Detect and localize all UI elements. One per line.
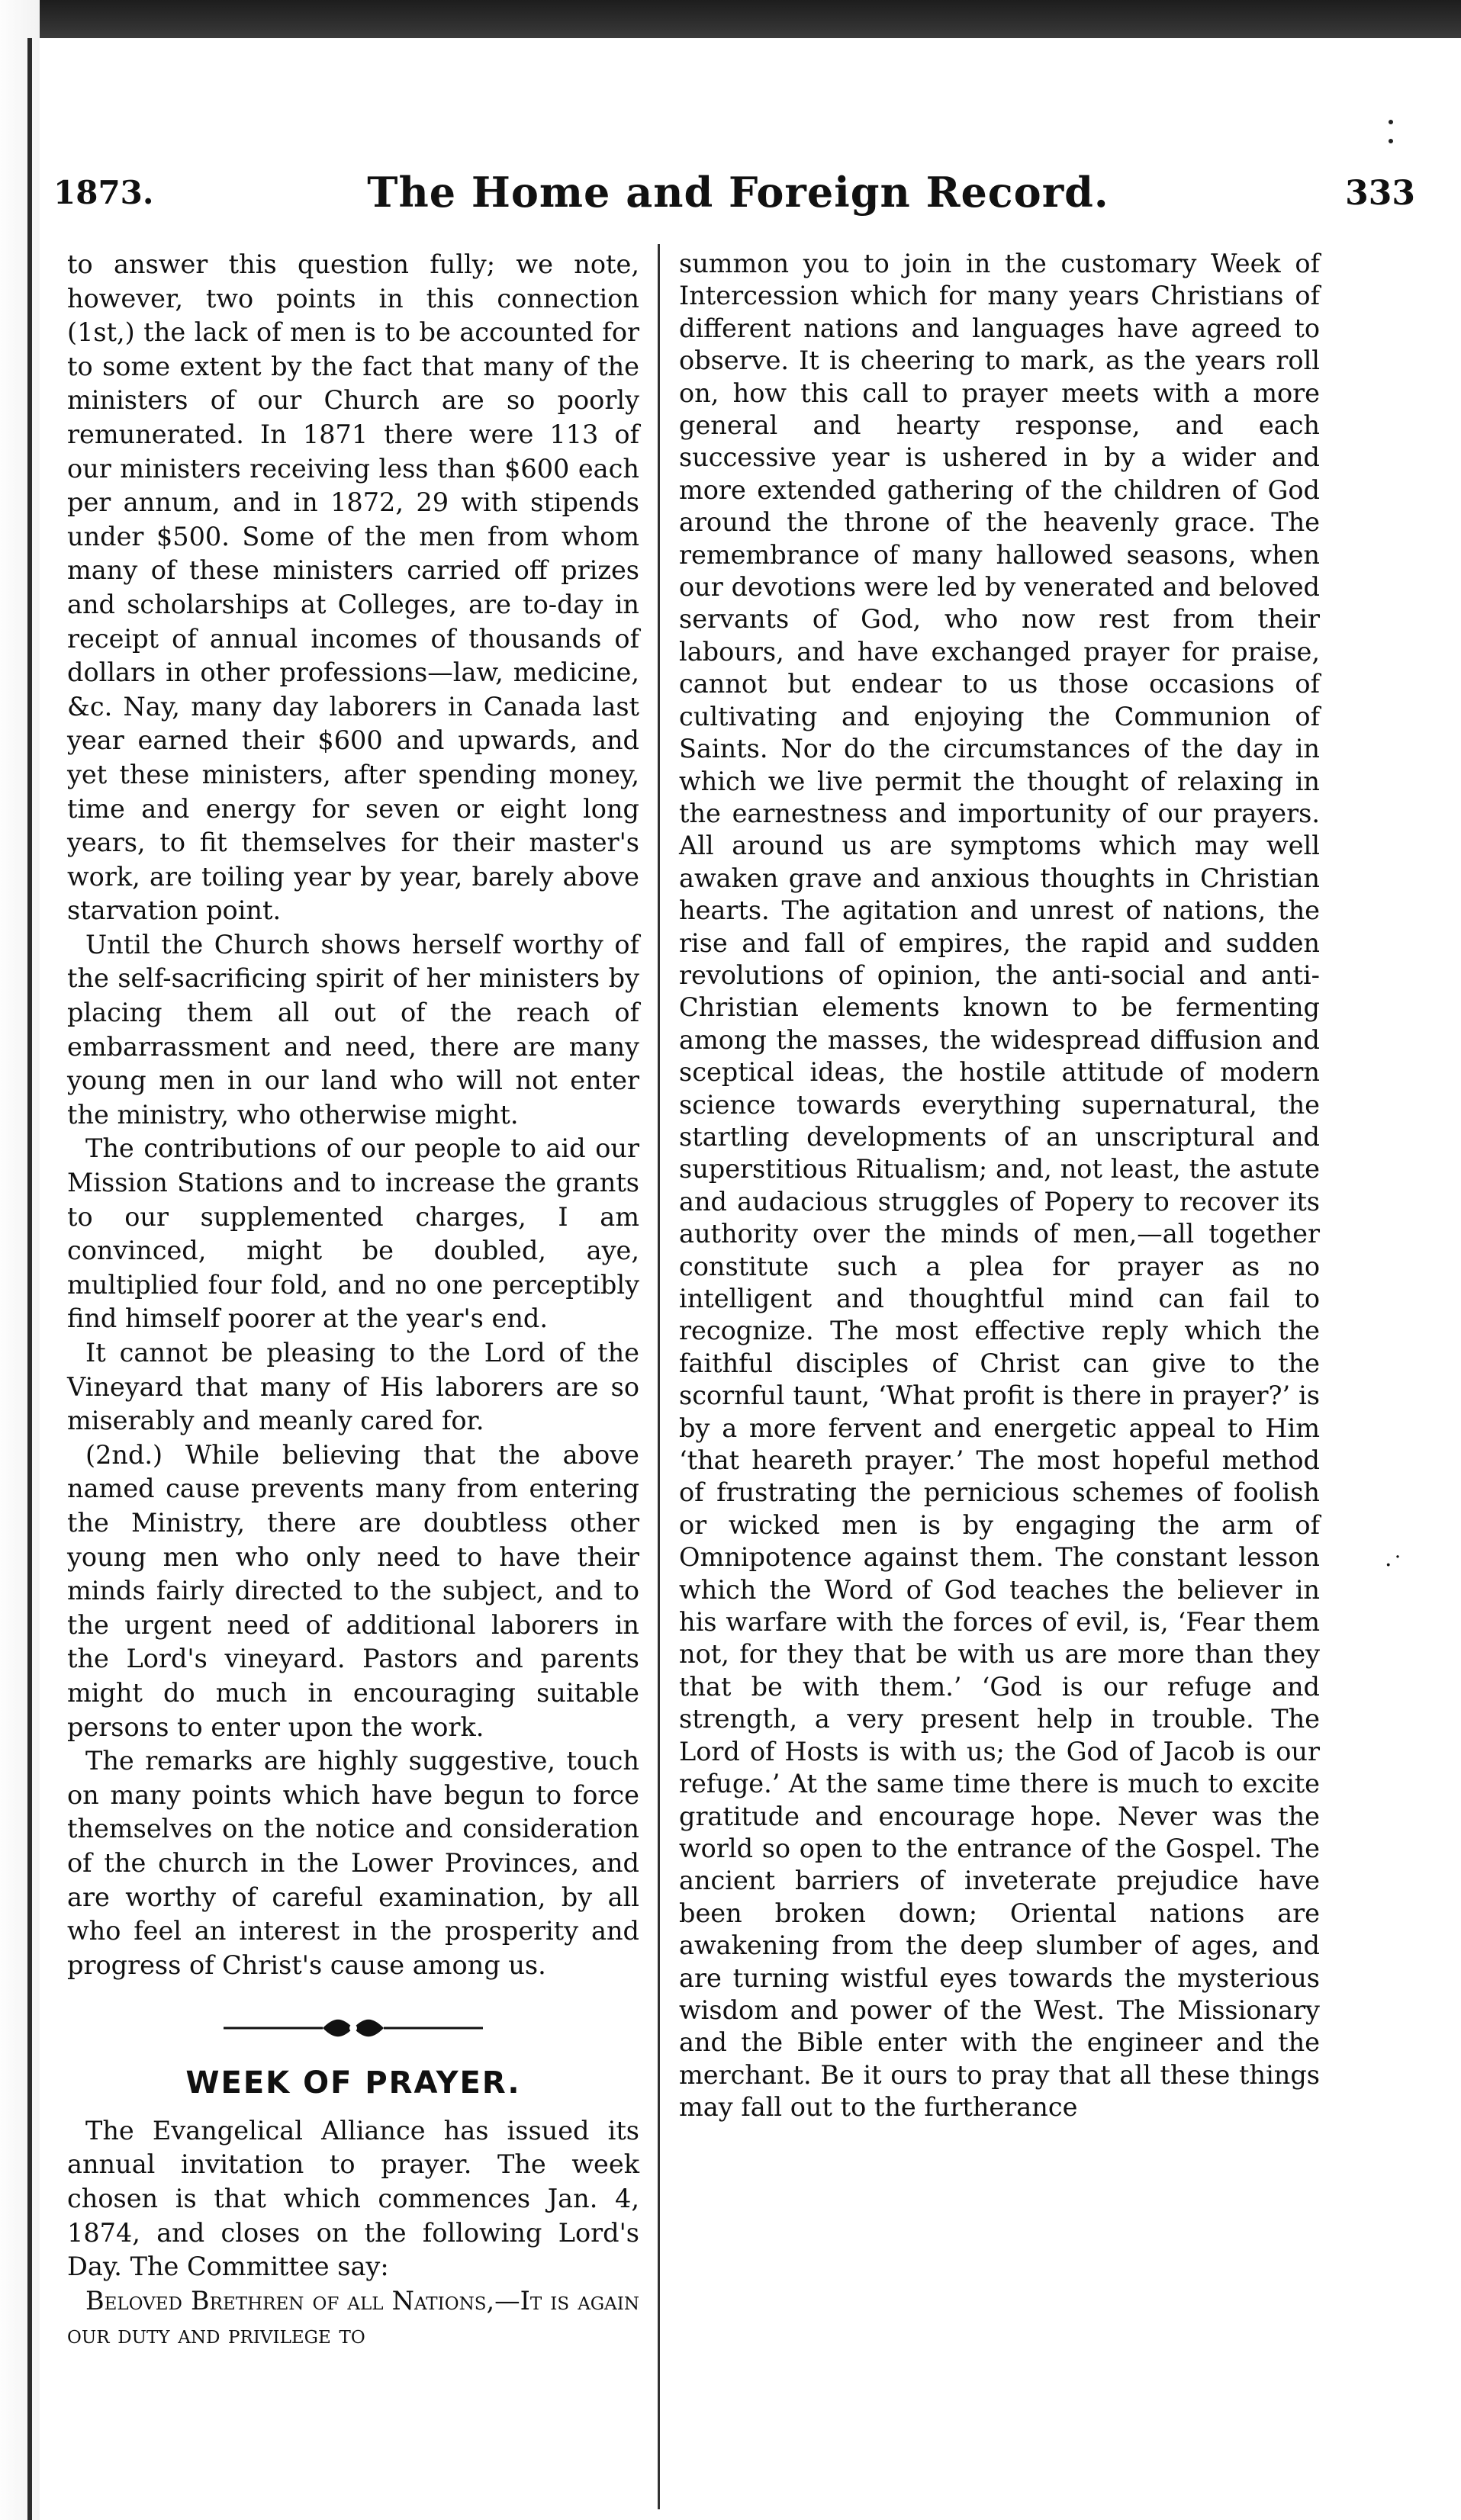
scan-left-margin <box>0 0 40 2520</box>
masthead-title: The Home and Foreign Record. <box>367 168 1109 217</box>
ornament-divider <box>216 2013 491 2043</box>
paragraph: summon you to join in the customary Week of Intercession which for many years Christians of different nations and languages have agreed to observe. It is cheering to mark, as the years roll on, how this call to prayer meets with a more general and hearty response, and each successive year is ushered in by a wider and more extended gathering of the children of God around the throne of the heavenly grace. The remembrance of many hallowed seasons, when our devotions were led by venerated and beloved servants of God, who now rest from their labours, and have exchanged prayer for praise, cannot but endear to us those occasions of cultivating and enjoying the Communion of Saints. Nor do the circumstances of the day in which we live permit the thought of relaxing in the earnestness and importunity of our prayers. All around us are symptoms which may well awaken grave and anxious thoughts in Christian hearts. The agitation and unrest of nations, the rise and fall of empires, the rapid and sudden revolutions of opinion, the anti-social and anti-Christian elements known to be fermenting among the masses, the widespread diffusion and sceptical ideas, the hostile attitude of modern science towards everything supernatural, the startling developments of an unscriptural and superstitious Ritualism; and, not least, the astute and audacious struggles of Popery to recover its authority over the minds of men,—all together constitute such a plea for prayer as no intelligent and thoughtful mind can fail to recognize. The most effective reply which the faithful disciples of Christ can give to the scornful taunt, ‘What profit is there in prayer?’ is by a more fervent and energetic appeal to Him ‘that heareth prayer.’ The most hopeful method of frustrating the pernicious schemes of foolish or wicked men is by engaging the arm of Omnipotence against them. The constant lesson which the Word of God teaches the believer in his warfare with the forces of evil, is, ‘Fear them not, for they that be with us are more than they that be with them.’ ‘God is our refuge and strength, a very present help in trouble. The Lord of Hosts is with us; the God of Jacob is our refuge.’ At the same time there is much to excite gratitude and encourage hope. Never was the world so open to the entrance of the Gospel. The ancient barriers of inveterate prejudice have been broken down; Oriental nations are awakening from the deep slumber of ages, and are turning wistful eyes towards the mysterious wisdom and power of the West. The Missionary and the Bible enter with the engineer and the merchant. Be it ours to pray that all these things may fall out to the furtherance <box>679 249 1320 2123</box>
paragraph: to answer this question fully; we note, however, two points in this connection (1st,) the lack of men is to be accounted for to some extent by the fact that many of the ministers of our Church are so poorly remunerated. In 1871 there were 113 of our ministers receiving less than $600 each per annum, and in 1872, 29 with stipends under $500. Some of the men from whom many of these ministers carried off prizes and scholarships at Colleges, are to-day in receipt of annual incomes of thousands of dollars in other professions—law, medicine, &c. Nay, many day laborers in Canada last year earned their $600 and upwards, and yet these ministers, after spending money, time and energy for seven or eight long years, to fit themselves for their master's work, are toiling year by year, barely above starvation point. <box>67 249 639 926</box>
paragraph: It cannot be pleasing to the Lord of the Vineyard that many of His laborers are so miserably and meanly cared for. <box>67 1338 639 1436</box>
column-divider <box>658 244 660 2509</box>
paragraph: The contributions of our people to aid our Mission Stations and to increase the grants to our supplemented charges, I am convinced, might be doubled, aye, multiplied four fold, and no one perceptibly find himself poorer at the year's end. <box>67 1133 639 1334</box>
paragraph: The Evangelical Alliance has issued its annual invitation to prayer. The week chosen is that which commences Jan. 4, 1874, and closes on the following Lord's Day. The Committee say: <box>67 2115 639 2282</box>
paragraph: Beloved Brethren of all Nations,—It is again our duty and privilege to <box>67 2285 639 2350</box>
binding-rule <box>27 38 32 2520</box>
margin-mark: ·˙ <box>1385 1552 1404 1579</box>
left-column <box>67 248 639 2506</box>
paragraph: (2nd.) While believing that the above named cause prevents many from entering the Ministry, there are doubtless other young men who only need to have their minds fairly directed to the subject, and to the urgent need of additional laborers in the Lord's vineyard. Pastors and parents might do much in encouraging suitable persons to enter upon the work. <box>67 1439 639 1742</box>
scan-top-edge <box>0 0 1461 38</box>
header-year: 1873. <box>53 174 154 211</box>
paragraph: The remarks are highly suggestive, touch on many points which have begun to force themselves on the notice and consideration of the church in the Lower Provinces, and are worthy of careful examination, by all who feel an interest in the prosperity and progress of Christ's cause among us. <box>67 1746 639 1980</box>
right-column <box>679 248 1320 2506</box>
section-title: WEEK OF PRAYER. <box>185 2065 521 2101</box>
page-header <box>53 160 1423 221</box>
paragraph: Until the Church shows herself worthy of the self-sacrificing spirit of her ministers by placing them all out of the reach of embarrassment and need, there are many young men in our land who will not enter the ministry, who otherwise might. <box>67 929 639 1130</box>
page-number: 333 <box>1345 174 1415 213</box>
